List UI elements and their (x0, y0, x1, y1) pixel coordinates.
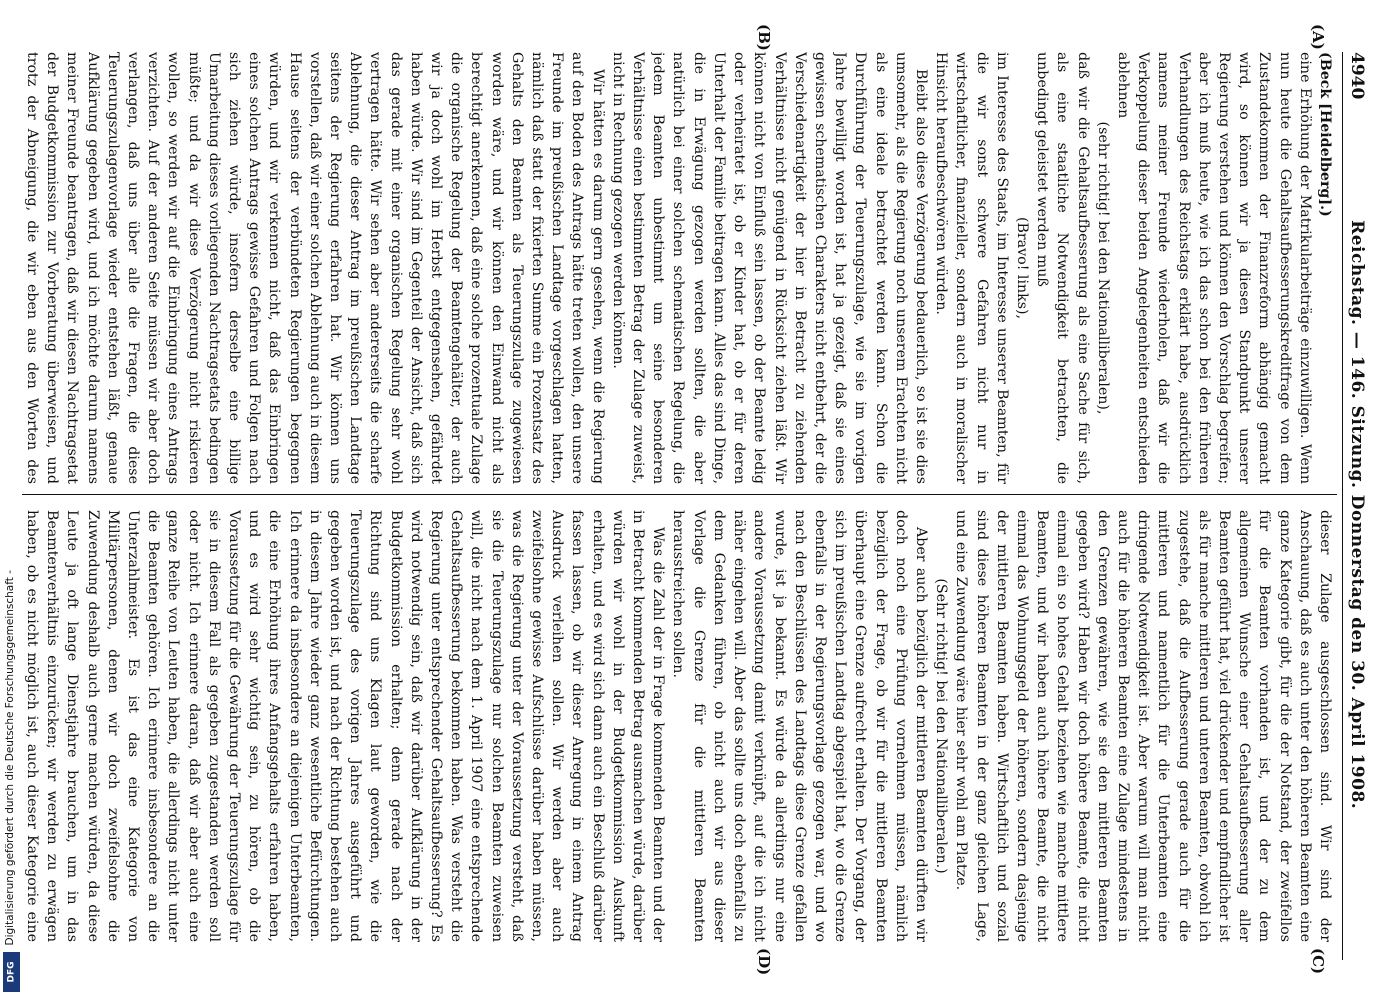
dfg-logo-text: DFG (6, 961, 17, 983)
column-divider (22, 494, 1337, 495)
speaker-name: (Beck [Heidelberg].) (1317, 52, 1333, 217)
header-title: Reichstag. — 146. Sitzung. Donnerstag den 30. April 1908. (1347, 220, 1367, 810)
marker-b: (B) (755, 24, 773, 51)
interjection: (sehr richtig! bei den Nationalliberalen), (1094, 121, 1111, 415)
paragraph: daß wir die Gehaltsaufbesserung als eine Sache für sich, als eine staatliche Notwendigkeit betrachten, die unbedingt geleistet werden muß (1034, 52, 1091, 484)
paragraph: Bleibt also diese Verzögerung bedauerlich, so ist sie dies umsomehr, als die Regierung noch unserem Erachten nicht als eine ideale betrachtet werden kann. Schon die Durchführung der Teuerungszulage, wie sie im vorigen Jahre bewilligt worden ist, hat ja gezeigt, daß sie eines gewissen schematischen Charakters nicht entbehrt, der die Verschiedenartigkeit der hier in Betracht zu ziehenden Verhältnisse nicht genügend in Rücksicht ziehen läßt. Wir können nicht von Einfluß sein lassen, ob der Beamte ledig oder verheiratet ist, ob er Kinder hat, ob er für deren Unterhalt der Familie beitragen kann. Alles das sind Dinge, die in Erwägung gezogen werden sollten, die aber natürlich bei einer solchen schematischen Regelung, die jedem Beamten unbestimmt um seine besonderen Verhältnisse einen bestimmten Betrag der Zulage zuweist, nicht in Rechnung gezogen werden können. (609, 52, 929, 484)
dfg-logo-icon (3, 952, 20, 992)
page-header (1342, 52, 1371, 960)
interjection: (Bravo! links), (1013, 216, 1030, 320)
page-number: 4940 (1347, 52, 1367, 100)
left-column (20, 52, 1335, 484)
paragraph: im Interesse des Staats, im Interesse unserer Beamten, für die wir sonst schwere Gefahren nicht nur in wirtschaftlicher, finanzieller, sondern auch in moralischer Hinsicht heraufbeschwören würden. (933, 52, 1010, 484)
paragraph: eine Erhöhung der Matrikularbeiträge einzuwilligen. Wenn nun heute die Gehaltsaufbesserungskreditfrage von dem Zustandekommen der Finanzreform abhängig gemacht wird, so können wir ja diesen Standpunkt unserer Regierung verstehen und können den Vorschlag begreifen; aber ich muß heute, wie ich das schon bei den früheren Verhandlungen des Reichstags erklärt habe, ausdrücklich namens meiner Freunde wiederholen, daß wir die Verkoppelung dieser beiden Angelegenheiten entschieden ablehnen (1114, 52, 1313, 484)
paragraph: Aber auch bezüglich der mittleren Beamten dürften wir doch noch eine Prüfung vornehmen müssen, nämlich bezüglich der Frage, ob wir für die mittleren Beamten überhaupt eine Grenze aufrecht erhalten. Der Vorgang, der sich im preußischen Landtag abgespielt hat, wo die Grenze ebenfalls in der Regierungsvorlage gezogen war, und wo nach den Beschlüssen des Landtags diese Grenze gefallen wurde, ist ja bekannt. Es würde da allerdings nur eine andere Voraussetzung damit verknüpft, auf die ich nicht näher eingehen will. Aber das sollte uns doch ebenfalls zu dem Gedanken führen, ob nicht auch wir aus dieser Vorlage die Grenze für die mittleren Beamten herausstreichen sollen. (670, 510, 929, 942)
paragraph: dieser Zulage ausgeschlossen sind. Wir sind der Anschauung, daß es auch unter den höheren Beamten eine ganze Kategorie gibt, für die der Notstand, der zweifellos für die Beamten vorhanden ist, und der zu dem allgemeinen Wunsche einer Gehaltsaufbesserung aller Beamten geführt hat, viel drückender und empfindlicher ist als für manche mittleren und unteren Beamten, obwohl ich zugestehe, daß die Aufbesserung gerade auch für die mittleren und namentlich für die Unterbeamten eine dringende Notwendigkeit ist. Aber warum will man nicht auch für die höheren Beamten eine Zulage mindestens in den Grenzen gewähren, wie sie den mittleren Beamten gegeben wird? Haben wir doch höhere Beamte, die nicht einmal ein so hohes Gehalt beziehen wie manche mittlere Beamten, und wir haben auch höhere Beamte, die nicht einmal das Wohnungsgeld der höheren, sondern dasjenige der mittleren Beamten haben. Wirtschaftlich und sozial sind diese höheren Beamten in der ganz gleichen Lage, und eine Zuwendung wäre hier sehr wohl am Platze. (953, 510, 1333, 942)
paragraph: Was die Zahl der in Frage kommenden Beamten und der in Betracht kommenden Betrag ausmachen würde, darüber würden wir wohl in der Budgetkommission Auskunft erhalten, und es wird sich dann auch ein Beschluß darüber fassen lassen, ob wir dieser Anregung in einem Antrag Ausdruck verleihen sollen. Wir werden aber auch zweifelsohne gewisse Aufschlüsse darüber haben müssen, was die Regierung unter der Voraussetzung versteht, daß sie die Teuerungszulage nur solchen Beamten zuweisen will, die nicht nach dem 1. April 1907 eine entsprechende Gehaltsaufbesserung bekommen haben. Was versteht die Regierung unter entsprechender Gehaltsaufbesserung? Es wird notwendig sein, daß wir darüber Aufklärung in der Budgetkommission erhalten; denn gerade nach der Richtung sind uns Klagen laut geworden, wie die Teuerungszulage des vorigen Jahres ausgeführt und gegeben worden ist, und nach der Richtung bestehen auch in diesem Jahre wieder ganz wesentliche Befürchtungen. Ich erinnere da insbesondere an diejenigen Unterbeamten, die eine Erhöhung ihres Anfangsgehalts erfahren haben, und es wird sehr wichtig sein, zu hören, ob die Voraussetzung für die Gewährung der Teuerungszulage für sie in diesem Fall als gegeben zugestanden werden soll oder nicht. Ich erinnere daran, daß wir aber auch eine ganze Reihe von Leuten haben, die allerdings nicht unter die Beamten gehören. Ich erinnere insbesondere an die Unterzahlmeister. Es ist das eine Kategorie von Militärpersonen, denen wir doch zweifelsohne die Zuwendung deshalb auch gerne machen würden, da diese Leute ja oft lange Dienstjahre brauchen, um in das Beamtenverhältnis einzurücken; wir werden zu erwägen haben, ob es nicht möglich ist, auch dieser Kategorie eine (24, 510, 667, 942)
digitization-footer (0, 0, 24, 1000)
interjection: (Sehr richtig! bei den Nationalliberalen.) (933, 578, 950, 874)
footer-credit: Digitalisierung gefördert durch die Deutsche Forschungsgemeinschaft - (4, 570, 16, 946)
marker-d: (D) (755, 948, 773, 976)
marker-a: (A) (1309, 24, 1327, 50)
marker-c: (C) (1309, 948, 1327, 975)
paragraph: Wir hätten es darum gern gesehen, wenn die Regierung auf den Boden des Antrags hätte treten wollen, den unsere Freunde im preußischen Landtage vorgeschlagen hatten, nämlich daß statt der fixierten Summe ein Prozentsatz des Gehalts den Beamten als Teuerungszulage zugewiesen worden wäre, und wir können den Einwand nicht als berechtigt anerkennen, daß eine solche prozentuale Zulage die organische Regelung der Beamtengehälter, der auch wir ja doch wohl im Herbst entgegensehen, gefährdet haben würde. Wir sind im Gegenteil der Ansicht, daß sich das gerade mit einer organischen Regelung sehr wohl vertragen hätte. Wir sehen aber andererseits die scharfe Ablehnung, die dieser Antrag im preußischen Landtage seitens der Regierung erfahren hat. Wir können uns vorstellen, daß wir einer solchen Ablehnung auch in diesem Hause seitens der verbündeten Regierungen begegnen würden, und wir verkennen nicht, daß das Einbringen eines solchen Antrags gewisse Gefahren und Folgen nach sich ziehen würde, insofern derselbe eine billige Umarbeitung dieses vorliegenden Nachtragsetats bedingen müßte; und da wir diese Verzögerung nicht riskieren wollen, so werden wir auf die Einbringung eines Antrags verzichten. Auf der anderen Seite müssen wir aber doch verlangen, daß uns über alle die Fragen, die diese Teuerungszulagenvorlage wieder entstehen läßt, genaue Aufklärung gegeben wird, und ich möchte darum namens meiner Freunde beantragen, daß wir diesen Nachtragsetat der Budgetkommission zur Vorberatung überweisen, und trotz der Abneigung, die wir eben aus den Worten des (24, 52, 606, 484)
right-column (20, 510, 1335, 942)
